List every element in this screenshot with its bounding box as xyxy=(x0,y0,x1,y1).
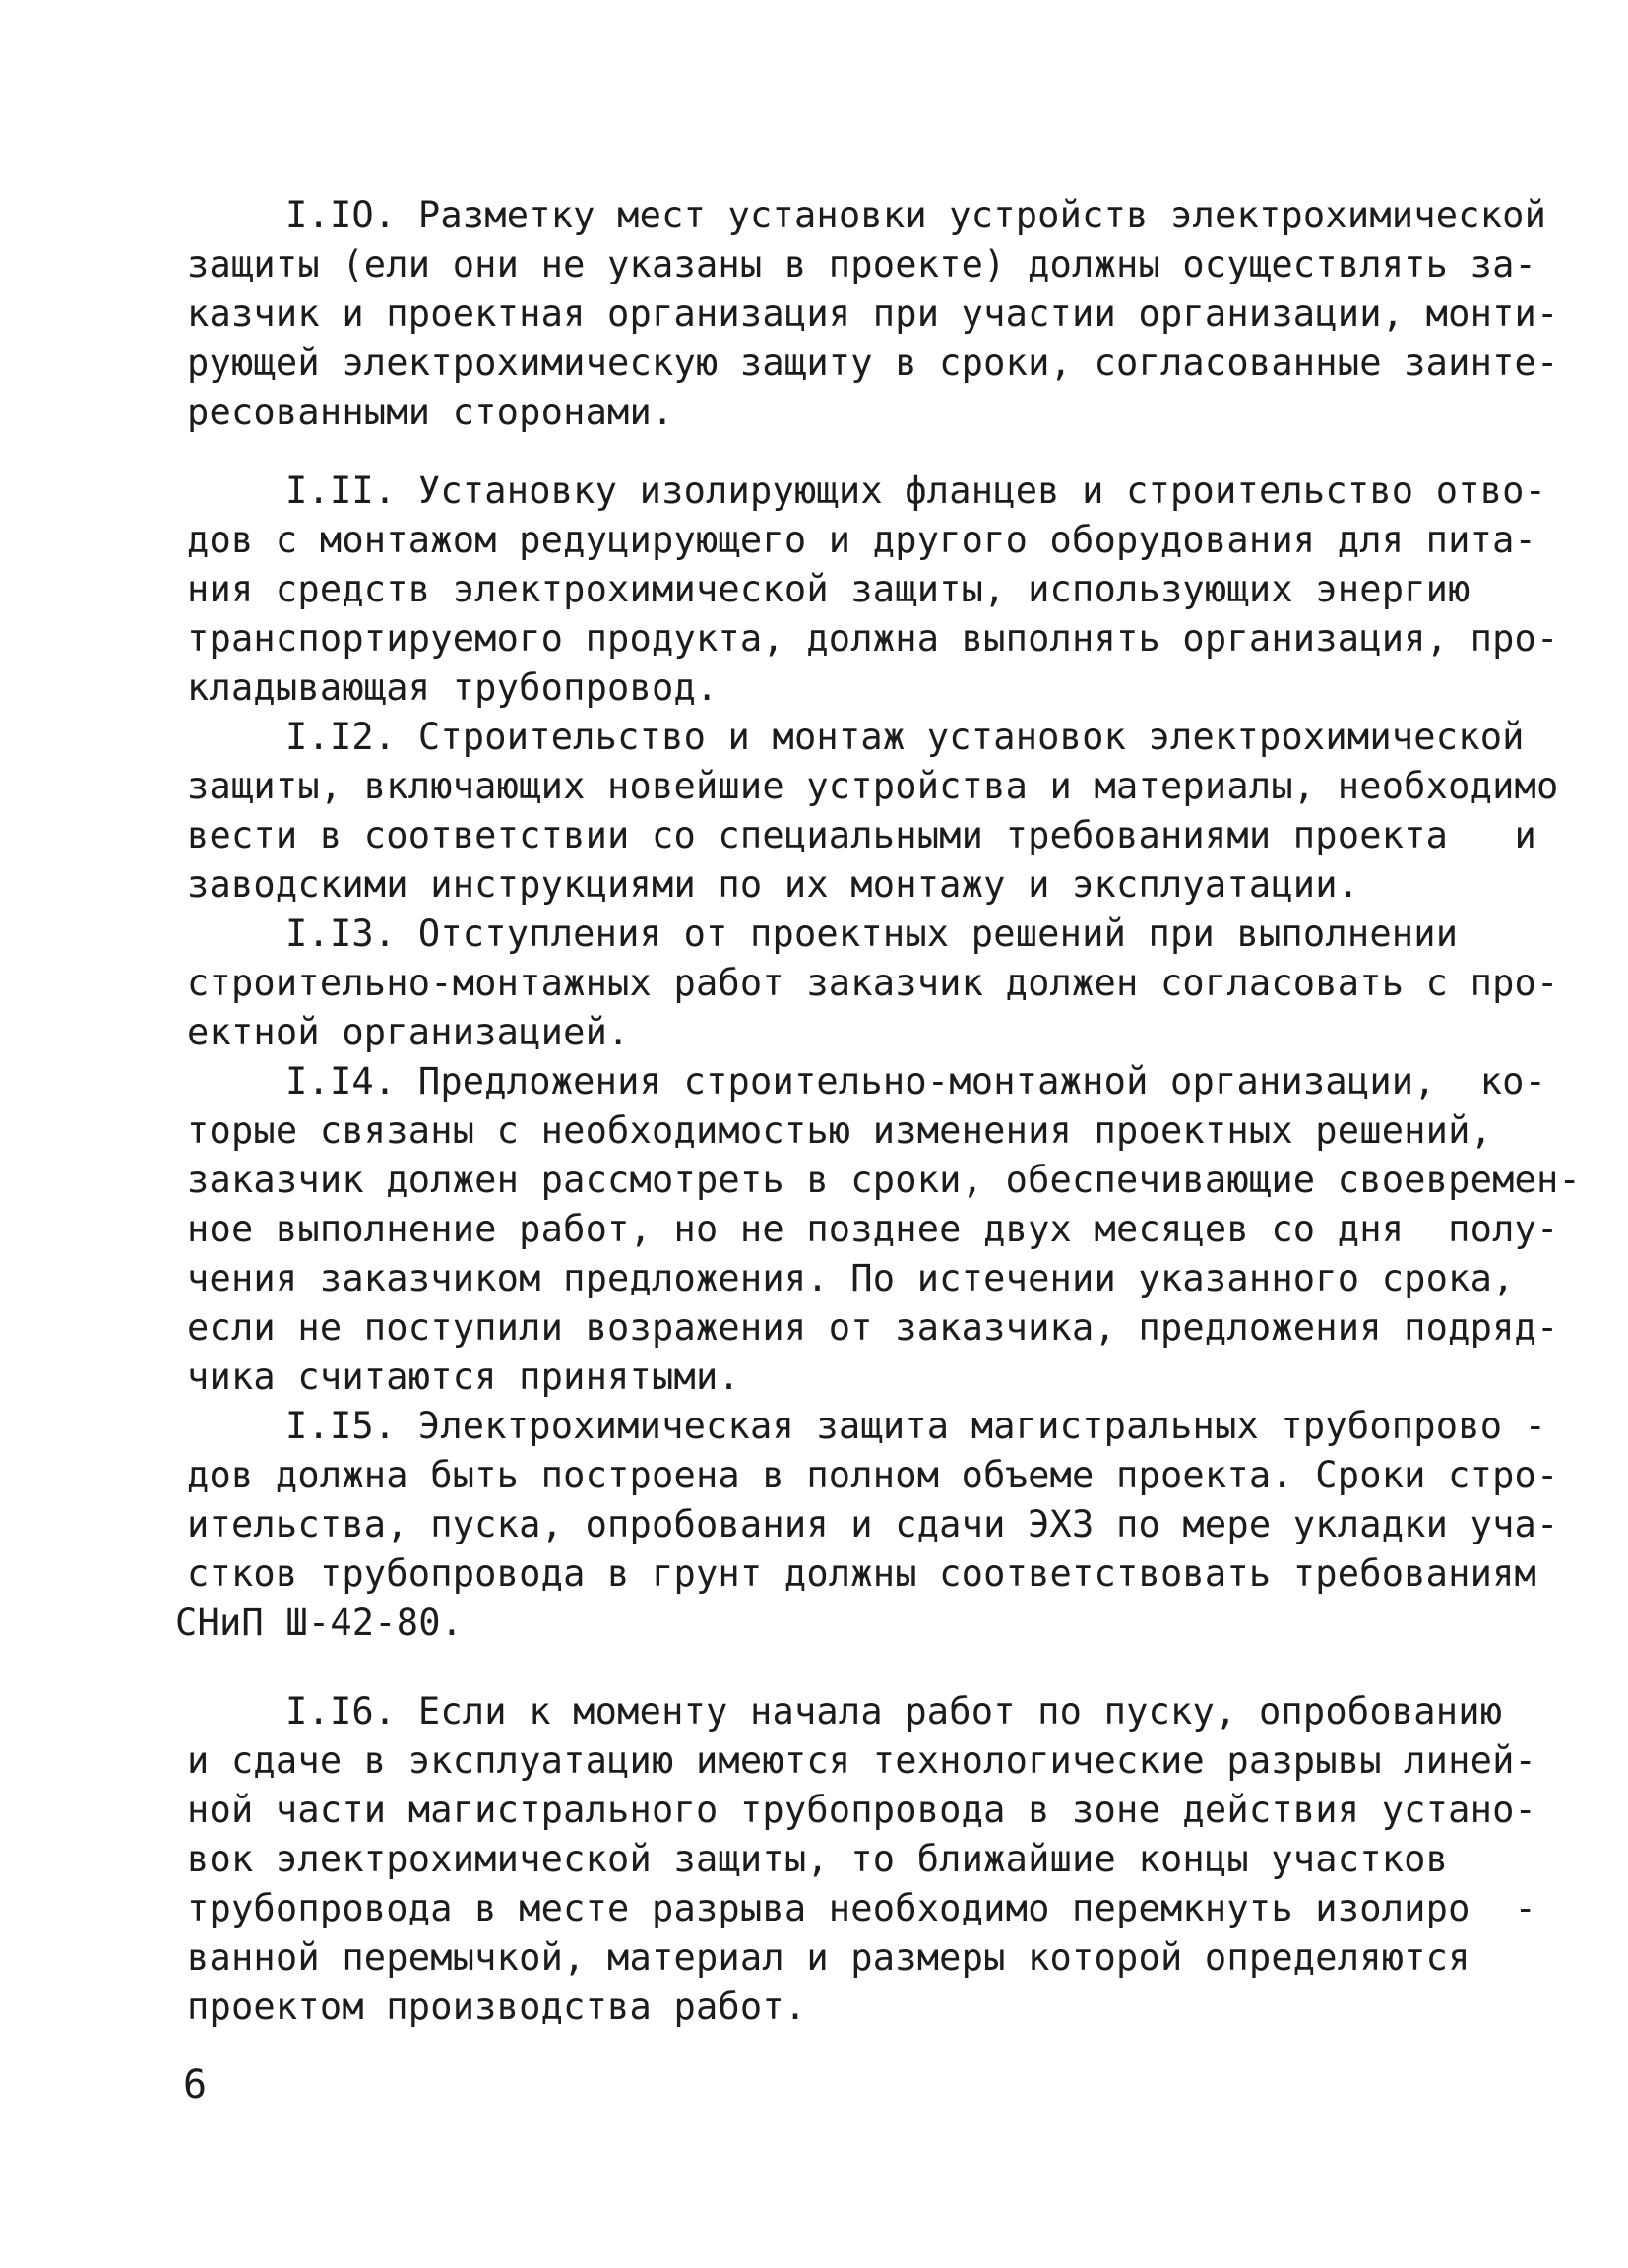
text-line: ресованными сторонами. xyxy=(187,391,674,433)
text-line: I.II. Установку изолирующих фланцев и строительство отво- xyxy=(285,470,1547,512)
text-line: заводскими инструкциями по их монтажу и эксплуатации. xyxy=(187,863,1360,906)
text-line: вок электрохимической защиты, то ближайшие концы участков xyxy=(187,1838,1449,1880)
text-line: чика считаются принятыми. xyxy=(187,1355,740,1398)
text-line: торые связаны с необходимостью изменения проектных решений, xyxy=(187,1109,1493,1152)
text-line: ительства, пуска, опробования и сдачи ЭХЗ по мере укладки уча- xyxy=(187,1503,1559,1545)
page-number: 6 xyxy=(183,2062,208,2108)
text-line: ной части магистрального трубопровода в зоне действия устано- xyxy=(187,1789,1537,1831)
text-line: проектом производства работ. xyxy=(187,1985,807,2028)
text-line: ектной организацией. xyxy=(187,1011,630,1053)
text-line: заказчик должен рассмотреть в сроки, обеспечивающие своевремен- xyxy=(187,1159,1581,1201)
text-line: рующей электрохимическую защиту в сроки, согласованные заинте- xyxy=(187,342,1559,384)
text-line: чения заказчиком предложения. По истечении указанного срока, xyxy=(187,1257,1515,1299)
text-line: I.I4. Предложения строительно-монтажной организации, ко- xyxy=(285,1060,1547,1102)
text-line: I.I3. Отступления от проектных решений при выполнении xyxy=(285,913,1459,955)
text-line: I.I2. Строительство и монтаж установок электрохимической xyxy=(285,716,1525,758)
text-line: ния средств электрохимической защиты, использующих энергию xyxy=(187,568,1471,610)
text-line: защиты (ели они не указаны в проекте) должны осуществлять за- xyxy=(187,243,1537,285)
text-line: ное выполнение работ, но не позднее двух месяцев со дня полу- xyxy=(187,1208,1559,1250)
text-line: и сдаче в эксплуатацию имеются технологические разрывы линей- xyxy=(187,1739,1537,1782)
text-line: вести в соответствии со специальными требованиями проекта и xyxy=(187,814,1537,856)
text-line: кладывающая трубопровод. xyxy=(187,666,719,709)
text-line: защиты, включающих новейшие устройства и материалы, необходимо xyxy=(187,765,1559,807)
text-line: I.I5. Электрохимическая защита магистральных трубопрово - xyxy=(285,1405,1547,1447)
text-line: транспортируемого продукта, должна выполнять организация, про- xyxy=(187,617,1559,660)
text-line: дов должна быть построена в полном объеме проекта. Сроки стро- xyxy=(187,1454,1559,1496)
text-line: казчик и проектная организация при участии организации, монти- xyxy=(187,292,1559,335)
text-line: СНиП Ш-42-80. xyxy=(175,1602,464,1644)
text-line: строительно-монтажных работ заказчик должен согласовать с про- xyxy=(187,962,1559,1004)
text-line: I.I6. Если к моменту начала работ по пуску, опробованию xyxy=(285,1690,1503,1732)
text-line: если не поступили возражения от заказчика, предложения подряд- xyxy=(187,1306,1559,1349)
text-line: I.IO. Разметку мест установки устройств электрохимической xyxy=(285,194,1547,236)
text-line: дов с монтажом редуцирующего и другого оборудования для пита- xyxy=(187,519,1537,561)
text-line: стков трубопровода в грунт должны соответствовать требованиям xyxy=(187,1552,1537,1595)
text-line: ванной перемычкой, материал и размеры которой определяются xyxy=(187,1936,1471,1979)
text-line: трубопровода в месте разрыва необходимо перемкнуть изолиро - xyxy=(187,1887,1537,1929)
